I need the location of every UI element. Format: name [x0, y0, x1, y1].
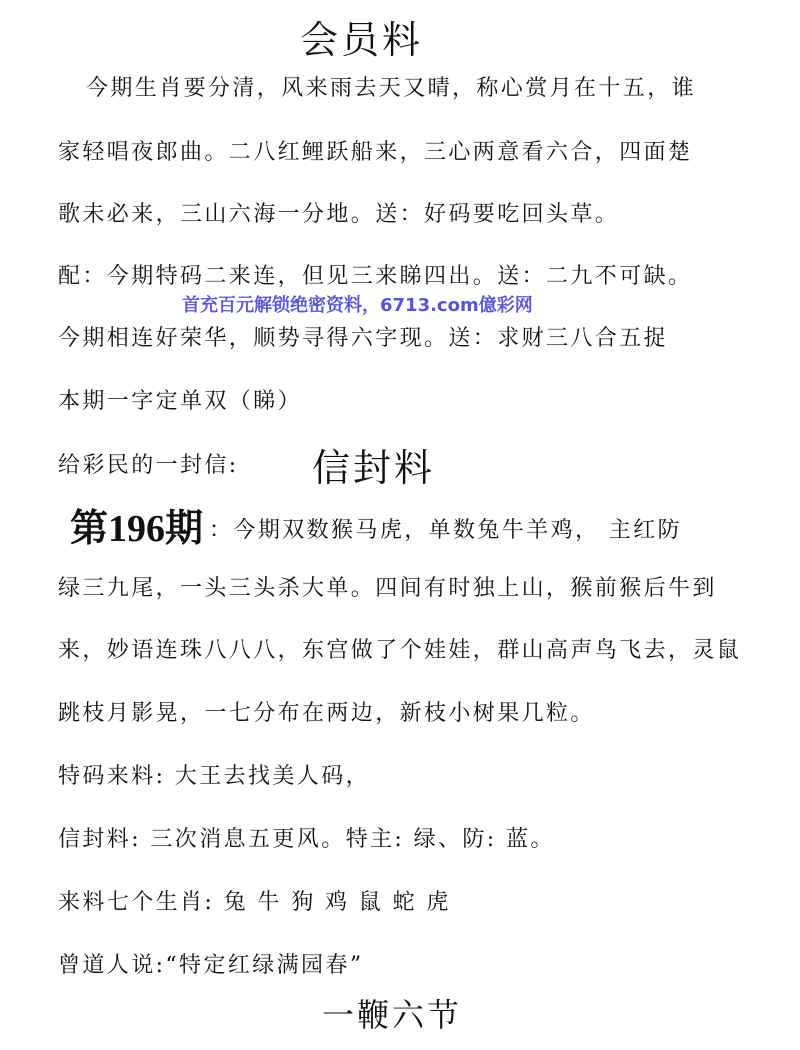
daoist-line: 曾道人说:“特定红绿满园春”	[58, 953, 364, 978]
text-line: 跳枝月影晃，一七分布在两边，新枝小树果几粒。	[58, 701, 595, 726]
issue-number: 第196期	[70, 508, 204, 550]
text-line: 来，妙语连珠八八八，东宫做了个娃娃，群山高声鸟飞去，灵鼠	[58, 638, 742, 663]
envelope-line: 信封料: 三次消息五更风。特主: 绿、防: 蓝。	[58, 827, 555, 852]
watermark-text: 首充百元解锁绝密资料，6713.com億彩网	[182, 295, 533, 316]
text-line: 歌未必来，三山六海一分地。送：好码要吃回头草。	[58, 202, 620, 227]
text-line: 今期生肖要分清，风来雨去天又晴，称心赏月在十五，谁	[86, 76, 697, 101]
special-source-line: 特码来料: 大王去找美人码，	[58, 764, 371, 789]
title-envelope: 信封料	[312, 446, 436, 490]
text-line: 配：今期特码二来连，但见三来睇四出。送：二九不可缺。	[58, 264, 693, 289]
title-members: 会员料	[300, 18, 424, 62]
letter-label: 给彩民的一封信:	[58, 453, 239, 478]
issue-text: ：今期双数猴马虎，单数兔牛羊鸡， 主红防	[209, 518, 683, 543]
text-line: 家轻唱夜郎曲。二八红鲤跃船来，三心两意看六合，四面楚	[58, 140, 693, 165]
zodiac-line: 来料七个生肖: 兔 牛 狗 鸡 鼠 蛇 虎	[58, 890, 451, 915]
title-whip: 一鞭六节	[322, 996, 463, 1034]
text-line: 今期相连好荣华，顺势寻得六字现。送：求财三八合五捉	[58, 326, 669, 351]
text-line: 本期一字定单双（睇）	[58, 389, 303, 414]
text-line: 绿三九尾，一头三头杀大单。四间有时独上山，猴前猴后牛到	[58, 576, 717, 601]
issue-line	[70, 508, 683, 550]
